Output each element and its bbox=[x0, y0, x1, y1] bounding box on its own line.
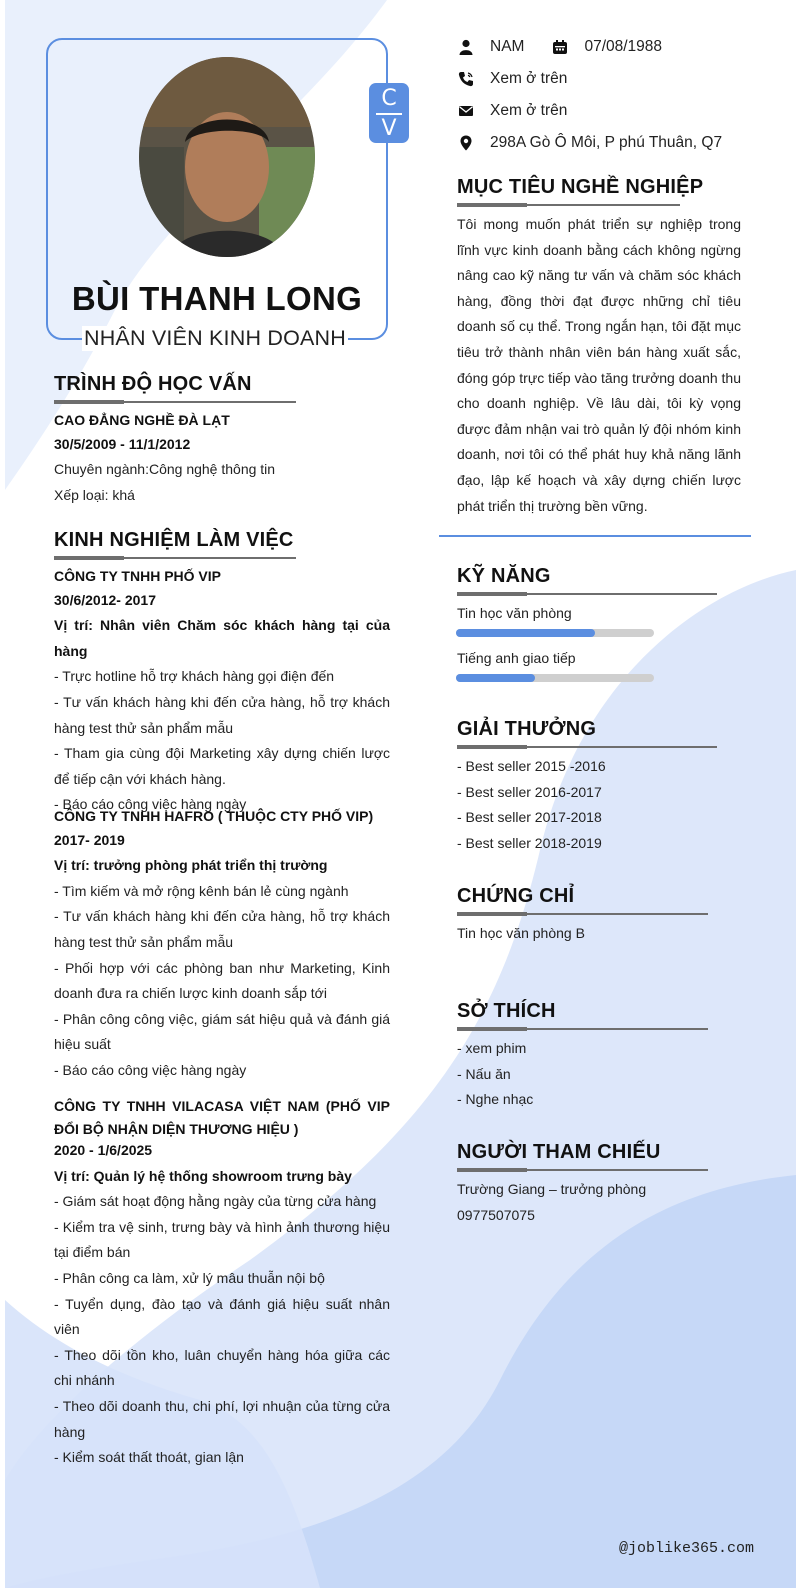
address-text: 298A Gò Ô Môi, P phú Thuân, Q7 bbox=[490, 134, 723, 151]
job-duty: - Tư vấn khách hàng khi đến cửa hàng, hỗ trợ khách hàng test thử sản phẩm mẫu bbox=[54, 693, 390, 736]
job-duty: - Tham gia cùng đội Marketing xây dựng chiến lược để tiếp cận với khách hàng. bbox=[54, 745, 390, 787]
gender-text: NAM bbox=[490, 38, 525, 55]
watermark: @joblike365.com bbox=[618, 1540, 754, 1557]
job-duty: - Phân công công việc, giám sát hiệu quả và đánh giá hiệu suất bbox=[54, 1010, 390, 1053]
education-title: TRÌNH ĐỘ HỌC VẤN bbox=[54, 373, 252, 395]
skill-bar-fill bbox=[456, 629, 595, 637]
objective-title: MỤC TIÊU NGHỀ NGHIỆP bbox=[457, 176, 704, 198]
job-duty: - Trực hotline hỗ trợ khách hàng gọi điện đến bbox=[54, 668, 335, 685]
references-list bbox=[457, 1177, 646, 1228]
job-duty: - Phân công ca làm, xử lý mâu thuẫn nội bộ bbox=[54, 1269, 325, 1286]
email-text: Xem ở trên bbox=[490, 102, 568, 119]
skill-bar bbox=[456, 674, 654, 682]
job-position: Vị trí: Nhân viên Chăm sóc khách hàng tại của hàng bbox=[54, 617, 390, 659]
skills-underline bbox=[457, 593, 717, 595]
job-1 bbox=[54, 564, 390, 818]
phone-text: Xem ở trên bbox=[490, 70, 568, 87]
awards-list bbox=[457, 754, 606, 856]
cv-badge bbox=[369, 83, 409, 143]
job-duty: - Giám sát hoạt động hằng ngày của từng cửa hàng bbox=[54, 1193, 377, 1210]
skills-title: KỸ NĂNG bbox=[457, 565, 551, 587]
job-position: Vị trí: Quản lý hệ thống showroom trưng bày bbox=[54, 1167, 352, 1184]
hobbies-title: SỞ THÍCH bbox=[457, 1000, 556, 1022]
job-duty: - Theo dõi doanh thu, chi phí, lợi nhuận của từng cửa hàng bbox=[54, 1397, 390, 1440]
calendar-icon bbox=[552, 39, 568, 55]
hobby-item: - Nghe nhạc bbox=[457, 1091, 534, 1108]
skill-bar bbox=[456, 629, 654, 637]
dob-text: 07/08/1988 bbox=[584, 38, 663, 55]
job-3 bbox=[54, 1095, 390, 1471]
awards-title: GIẢI THƯỞNG bbox=[457, 718, 597, 740]
certificates-underline bbox=[457, 913, 708, 915]
reference-line: Trường Giang – trưởng phòng bbox=[457, 1181, 647, 1197]
cv-badge-letter-c: C bbox=[381, 86, 397, 111]
award-item: - Best seller 2017-2018 bbox=[457, 809, 602, 826]
education-school: CAO ĐẲNG NGHỀ ĐÀ LẠT bbox=[54, 412, 230, 428]
skill-bar-fill bbox=[456, 674, 535, 682]
references-underline bbox=[457, 1169, 708, 1171]
references-title: NGƯỜI THAM CHIẾU bbox=[457, 1141, 661, 1163]
job-duty: - Kiểm soát thất thoát, gian lận bbox=[54, 1449, 244, 1466]
candidate-name: BÙI THANH LONG bbox=[71, 280, 363, 317]
education-major: Chuyên ngành:Công nghệ thông tin bbox=[54, 461, 276, 478]
hobby-item: - Nấu ăn bbox=[457, 1065, 511, 1082]
job-duty: - Tuyển dụng, đào tạo và đánh giá hiệu suất nhân viên bbox=[54, 1295, 390, 1338]
certificate-item: Tin học văn phòng B bbox=[457, 925, 585, 941]
section-divider bbox=[439, 535, 751, 537]
hobbies-underline bbox=[457, 1028, 708, 1030]
objective-underline bbox=[457, 204, 680, 206]
candidate-role: NHÂN VIÊN KINH DOANH bbox=[83, 326, 347, 350]
location-pin-icon bbox=[458, 135, 474, 151]
job-duty: - Tư vấn khách hàng khi đến cửa hàng, hỗ trợ khách hàng test thử sản phẩm mẫu bbox=[54, 908, 390, 950]
job-duty: - Kiểm tra vệ sinh, trưng bày và hình ảnh thương hiệu tại điểm bán bbox=[54, 1218, 390, 1261]
job-duty: - Phối hợp với các phòng ban như Marketing, Kinh doanh đưa ra chiến lược kinh doanh sắp tới bbox=[54, 959, 390, 1002]
awards-underline bbox=[457, 746, 717, 748]
job-company: CÔNG TY TNHH VILACASA VIỆT NAM (PHỐ VIP ĐỔI BỘ NHẬN DIỆN THƯƠNG HIỆU ) bbox=[54, 1098, 390, 1137]
job-period: 2017- 2019 bbox=[54, 831, 125, 848]
job-duty: - Báo cáo công việc hàng ngày bbox=[54, 796, 247, 813]
job-duty: - Theo dõi tồn kho, luân chuyển hàng hóa giữa các chi nhánh bbox=[54, 1346, 390, 1389]
skill-label: Tiếng anh giao tiếp bbox=[457, 650, 576, 666]
education-grade: Xếp loại: khá bbox=[54, 486, 135, 503]
skill-label: Tin học văn phòng bbox=[457, 605, 572, 621]
experience-underline bbox=[54, 557, 296, 559]
phone-icon bbox=[458, 71, 474, 87]
job-company: CÔNG TY TNHH PHỐ VIP bbox=[54, 568, 221, 584]
award-item: - Best seller 2018-2019 bbox=[457, 834, 602, 851]
certificates-title: CHỨNG CHỈ bbox=[457, 885, 575, 907]
job-period: 30/6/2012- 2017 bbox=[54, 591, 156, 608]
education-section bbox=[54, 408, 394, 508]
job-duty: - Tìm kiếm và mở rộng kênh bán lẻ cùng ngành bbox=[54, 882, 349, 899]
education-period: 30/5/2009 - 11/1/2012 bbox=[54, 435, 191, 452]
education-underline bbox=[54, 401, 296, 403]
job-company: CÔNG TY TNHH HAFRO ( THUỘC CTY PHỐ VIP) bbox=[54, 808, 374, 824]
award-item: - Best seller 2016-2017 bbox=[457, 783, 602, 800]
hobbies-list bbox=[457, 1036, 533, 1113]
profile-photo bbox=[139, 57, 315, 257]
cv-badge-letter-v: V bbox=[381, 115, 397, 141]
person-icon bbox=[458, 39, 474, 55]
job-2 bbox=[54, 804, 390, 1084]
reference-line: 0977507075 bbox=[457, 1206, 535, 1223]
job-duty: - Báo cáo công việc hàng ngày bbox=[54, 1061, 247, 1078]
mail-icon bbox=[458, 103, 474, 119]
contact-info bbox=[458, 35, 722, 155]
experience-title: KINH NGHIỆM LÀM VIỆC bbox=[54, 529, 294, 551]
job-period: 2020 - 1/6/2025 bbox=[54, 1142, 153, 1158]
award-item: - Best seller 2015 -2016 bbox=[457, 758, 606, 774]
hobby-item: - xem phim bbox=[457, 1040, 527, 1056]
objective-text: Tôi mong muốn phát triển sự nghiệp trong lĩnh vực kinh doanh bằng cách không ngừng nâng cao kỹ năng tư vấn và chăm sóc khách hàng, đồng thời đạt được những chỉ tiêu doanh số cụ thể. Trong ngắn hạn, tôi đặt mục tiêu trở thành nhân viên bán hàng xuất sắc, đóng góp trực tiếp vào tăng trưởng doanh thu cho doanh nghiệp. Về lâu dài, tôi kỳ vọng được đảm nhận vai trò quản lý đội nhóm kinh doanh, nơi tôi có thể phát huy khả năng lãnh đạo, lập kế hoạch và xây dựng chiến lược phát triển thị trường bền vững. bbox=[457, 216, 742, 514]
job-position: Vị trí: trưởng phòng phát triển thị trường bbox=[54, 857, 328, 874]
